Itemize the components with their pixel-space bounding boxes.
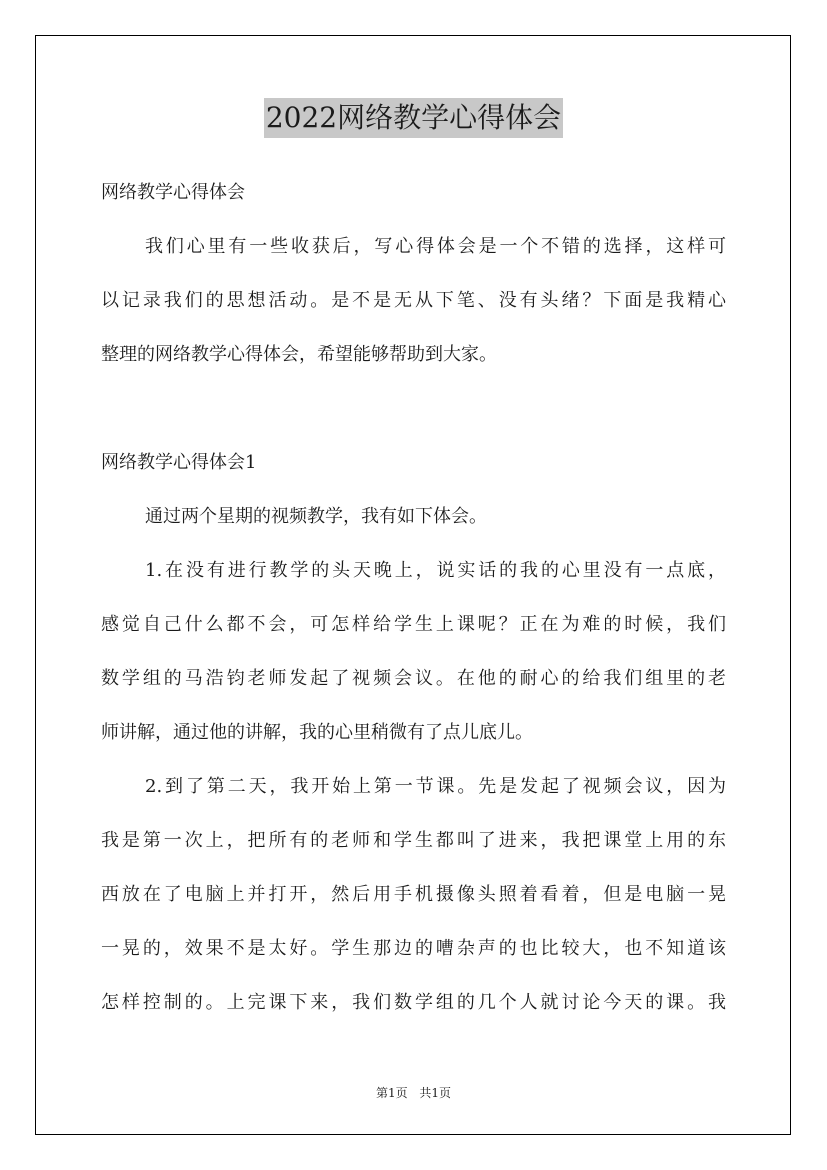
paragraph-line: 我是第一次上，把所有的老师和学生都叫了进来，我把课堂上用的东 bbox=[101, 830, 726, 851]
paragraph-line: 怎样控制的。上完课下来，我们数学组的几个人就讨论今天的课。我 bbox=[101, 992, 726, 1013]
document-body bbox=[101, 170, 726, 1034]
section-heading: 网络教学心得体会1 bbox=[101, 452, 257, 473]
paragraph-line: 西放在了电脑上并打开，然后用手机摄像头照着看着，但是电脑一晃 bbox=[101, 884, 726, 905]
spacer bbox=[101, 386, 726, 440]
page-total: 共1页 bbox=[419, 1086, 452, 1100]
page-number: 第1页 bbox=[375, 1086, 408, 1100]
paragraph-line: 2.到了第二天，我开始上第一节课。先是发起了视频会议，因为 bbox=[145, 776, 726, 797]
intro-line: 整理的网络教学心得体会，希望能够帮助到大家。 bbox=[101, 344, 497, 365]
document-title: 2022网络教学心得体会 bbox=[264, 98, 563, 138]
paragraph-line: 一晃的，效果不是太好。学生那边的嘈杂声的也比较大，也不知道该 bbox=[101, 938, 726, 959]
paragraph-line: 感觉自己什么都不会，可怎样给学生上课呢？正在为难的时候，我们 bbox=[101, 614, 726, 635]
intro-line: 我们心里有一些收获后，写心得体会是一个不错的选择，这样可 bbox=[145, 236, 726, 257]
section-lead: 通过两个星期的视频教学，我有如下体会。 bbox=[145, 506, 487, 527]
title-container bbox=[0, 98, 827, 138]
paragraph-line: 1.在没有进行教学的头天晚上，说实话的我的心里没有一点底， bbox=[145, 560, 726, 581]
page-footer bbox=[0, 1084, 827, 1101]
subtitle: 网络教学心得体会 bbox=[101, 182, 245, 203]
intro-line: 以记录我们的思想活动。是不是无从下笔、没有头绪？下面是我精心 bbox=[101, 290, 726, 311]
paragraph-line: 数学组的马浩钧老师发起了视频会议。在他的耐心的给我们组里的老 bbox=[101, 668, 726, 689]
paragraph-line: 师讲解，通过他的讲解，我的心里稍微有了点儿底儿。 bbox=[101, 722, 533, 743]
